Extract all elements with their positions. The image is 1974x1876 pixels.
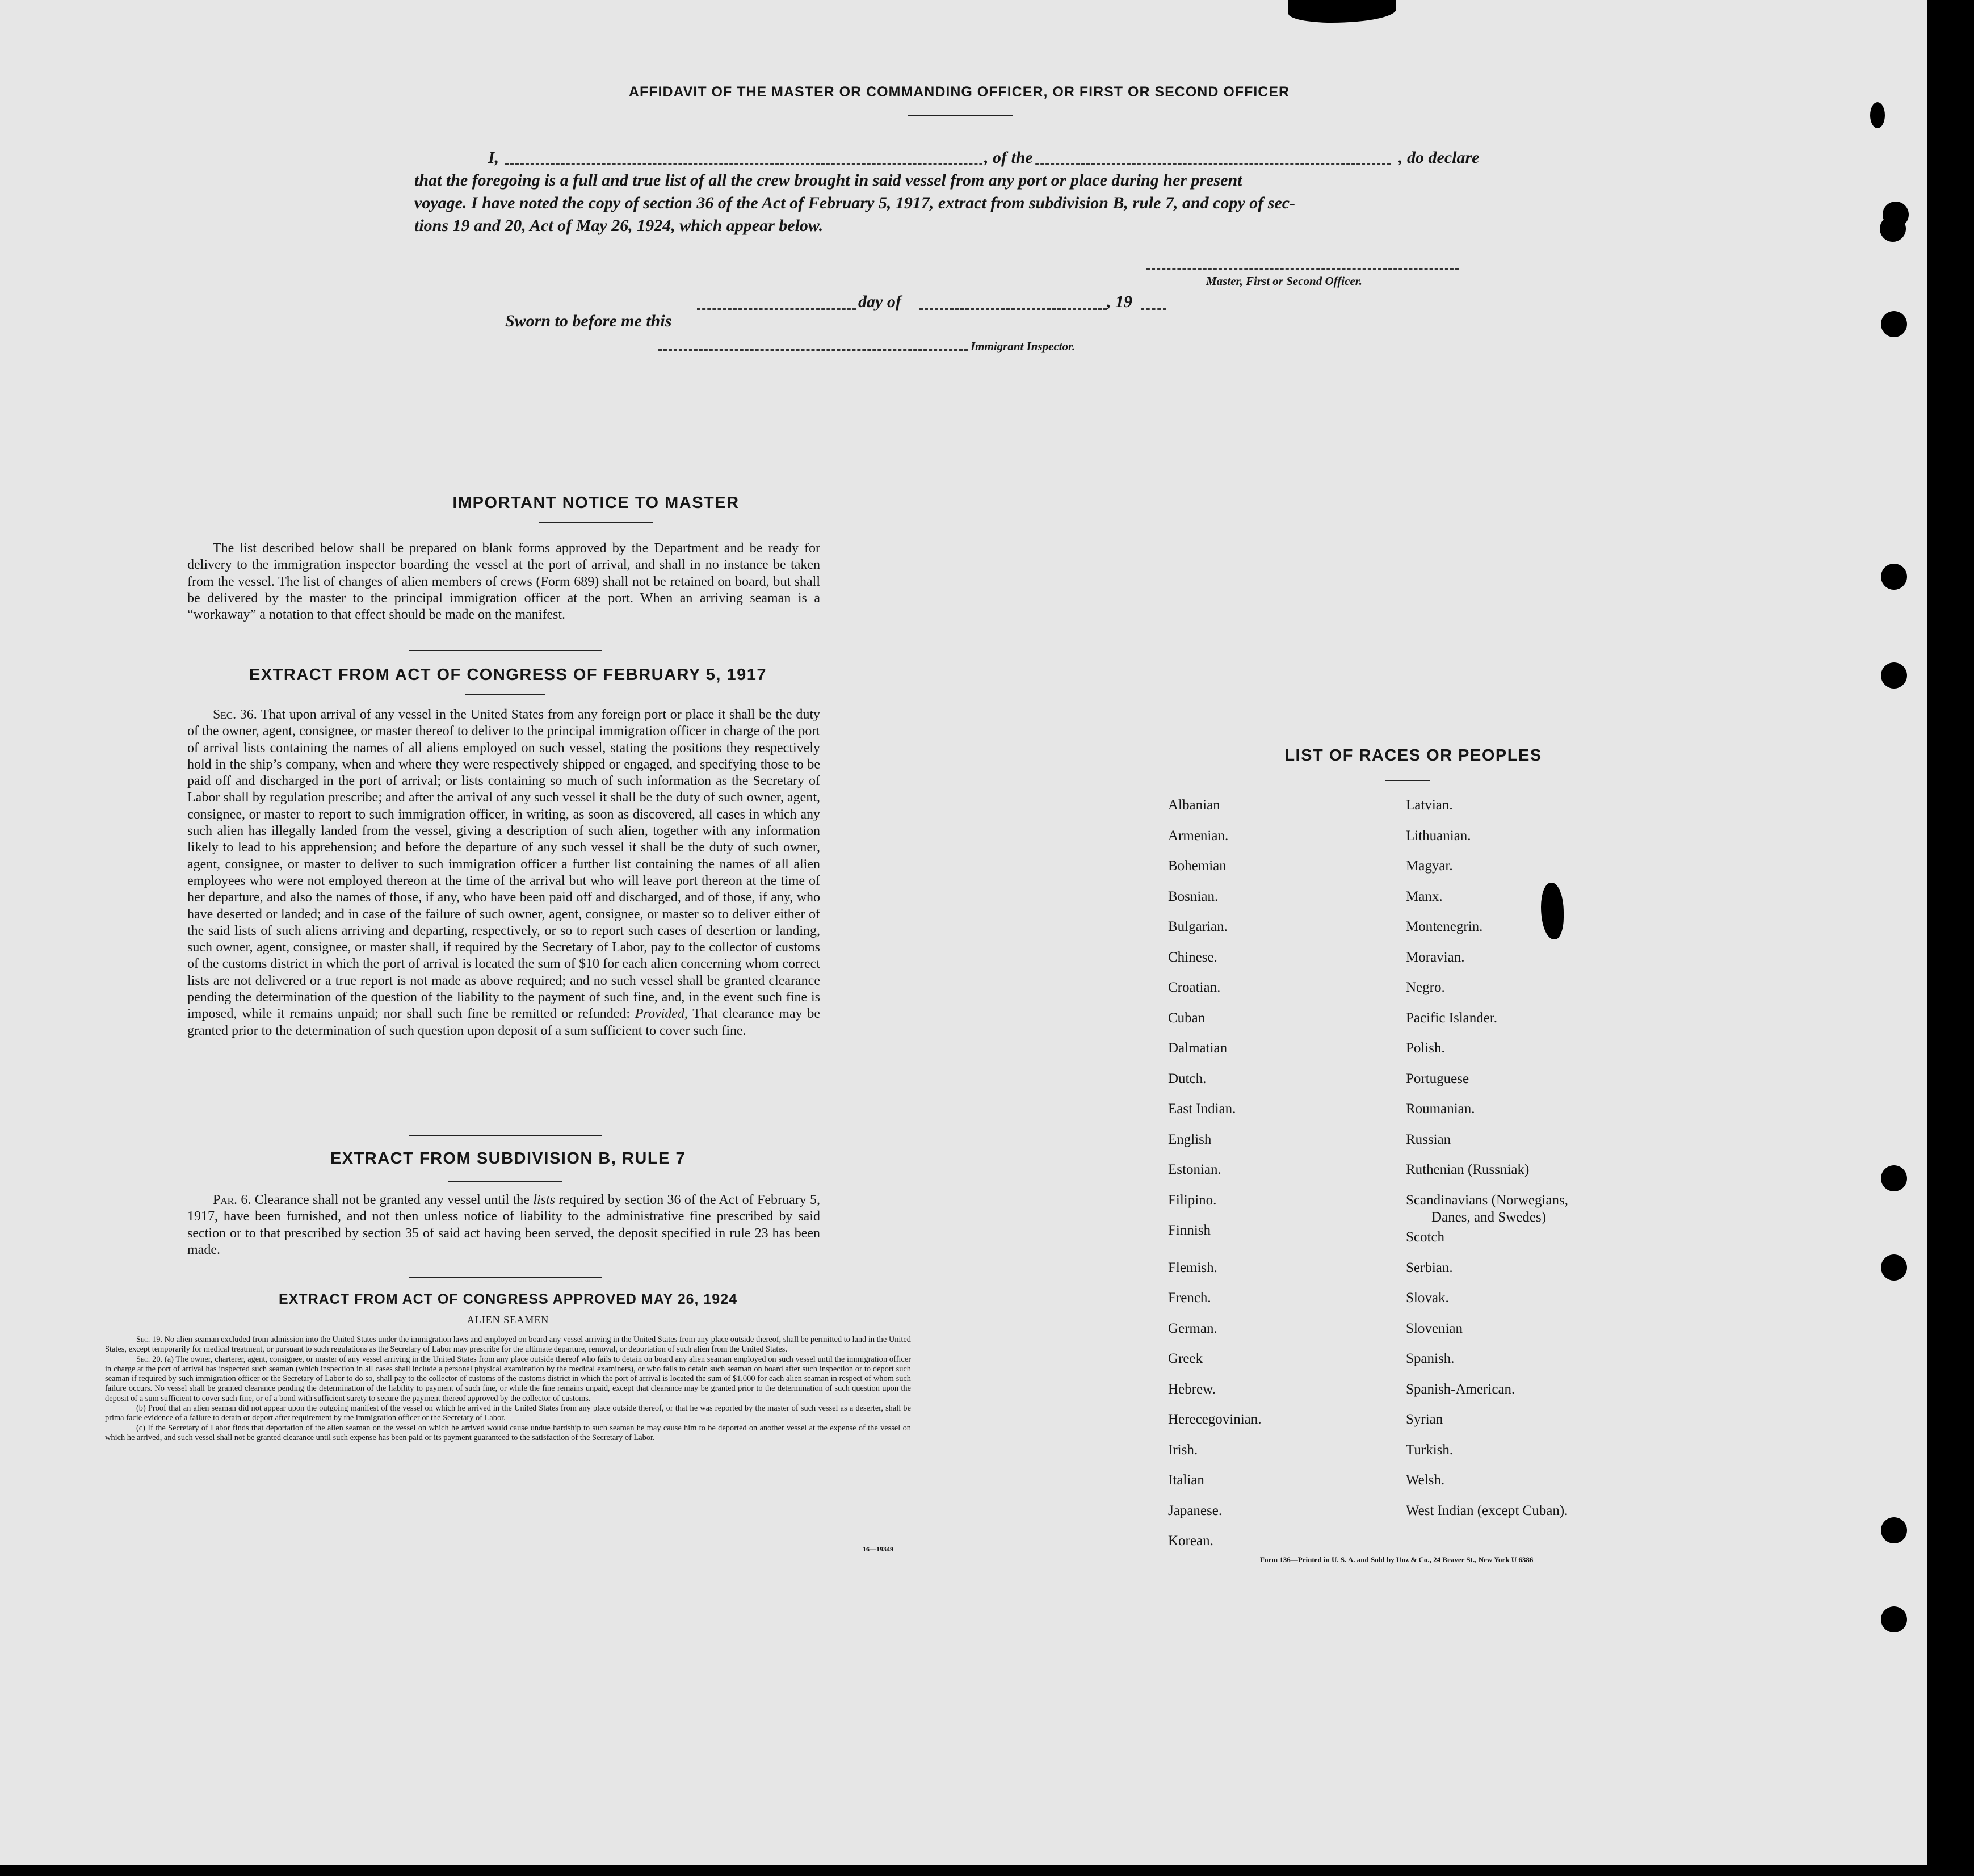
- race-item-right: Russian: [1406, 1131, 1451, 1147]
- race-item-right: Serbian.: [1406, 1260, 1453, 1275]
- race-item-right: West Indian (except Cuban).: [1406, 1503, 1568, 1518]
- scan-artifact: [1288, 0, 1396, 23]
- section-20c-body: (c) If the Secretary of Labor finds that deportation of the alien seaman on the vessel on which he arrived would cause undue hardship to such seaman he may cause him to be deported on another vessel at the expense of the vessel on which he arrived, and such vessel shall not be granted clearance until such expense has been paid or its payment guaranteed to the satisfaction of the Secretary of Labor.: [105, 1423, 911, 1442]
- race-item-right: Ruthenian (Russniak): [1406, 1162, 1530, 1177]
- section-20-label: Sec. 20.: [136, 1354, 163, 1364]
- race-item-left: Italian: [1168, 1472, 1204, 1488]
- sworn-day-of: day of: [858, 292, 901, 311]
- race-item-right: Turkish.: [1406, 1442, 1454, 1458]
- extract-1924-text: [105, 1335, 911, 1443]
- ink-blot: [1541, 883, 1564, 939]
- race-item-right: Spanish.: [1406, 1351, 1455, 1366]
- race-item-right: Syrian: [1406, 1412, 1443, 1427]
- race-item-left: Bulgarian.: [1168, 919, 1228, 934]
- race-item-left: Flemish.: [1168, 1260, 1217, 1275]
- par-6-body-b: required by section 36 of the Act of February 5, 1917, have been furnished, and not then unless notice of liability to the administrative fine prescribed by said section or to that prescribed by section 35 of said act having been served, the deposit specified in rule 23 has been made.: [187, 1193, 821, 1257]
- par-6-label: Par. 6.: [213, 1193, 251, 1207]
- race-item-right: Slovenian: [1406, 1320, 1463, 1336]
- race-item-left: Japanese.: [1168, 1503, 1223, 1518]
- extract-1917-title: EXTRACT FROM ACT OF CONGRESS OF FEBRUARY 5, 1917: [249, 666, 767, 684]
- affidavit-do-declare: , do declare: [1396, 146, 1481, 169]
- sworn-month-field[interactable]: [919, 308, 1107, 310]
- affidavit-line-1: [414, 146, 1490, 169]
- sworn-date-field[interactable]: [697, 308, 856, 310]
- race-item-left: Herecegovinian.: [1168, 1412, 1262, 1427]
- sworn-prefix: Sworn to before me this: [505, 312, 672, 330]
- extract-1917-divider: [409, 1135, 602, 1136]
- race-item-right: Polish.: [1406, 1040, 1445, 1056]
- race-item-left: French.: [1168, 1290, 1211, 1306]
- par-6-text: [187, 1192, 820, 1258]
- race-item-left: Albanian: [1168, 798, 1220, 813]
- race-item-right: Montenegrin.: [1406, 919, 1483, 934]
- punch-hole: [1881, 662, 1907, 689]
- punch-hole: [1881, 1254, 1907, 1281]
- notice-title: IMPORTANT NOTICE TO MASTER: [452, 494, 740, 512]
- race-item-right: Portuguese: [1406, 1071, 1469, 1086]
- race-item-left: Armenian.: [1168, 828, 1229, 843]
- race-item-right: Scandinavians (Norwegians,: [1406, 1192, 1569, 1208]
- race-item-left: Dutch.: [1168, 1071, 1207, 1086]
- inspector-signature-field[interactable]: [658, 349, 968, 351]
- race-item-right: Negro.: [1406, 980, 1445, 995]
- punch-hole: [1881, 1165, 1907, 1191]
- affidavit-line-3: voyage. I have noted the copy of section 36 of the Act of February 5, 1917, extract from subdivision B, rule 7, and copy of sec-: [414, 194, 1296, 212]
- race-item-left: Filipino.: [1168, 1192, 1217, 1208]
- par-6-body-a: Clearance shall not be granted any vessel until the: [254, 1193, 530, 1207]
- race-item-left: Greek: [1168, 1351, 1203, 1366]
- race-item-left: Finnish: [1168, 1223, 1211, 1238]
- section-36-label: Sec. 36.: [213, 707, 257, 722]
- subdivision-b-title: EXTRACT FROM SUBDIVISION B, RULE 7: [330, 1149, 686, 1168]
- race-item-left: Hebrew.: [1168, 1381, 1216, 1397]
- section-36-text: [187, 707, 820, 1039]
- section-36-body: That upon arrival of any vessel in the United States from any foreign port or place it shall be the duty of the owner, agent, consignee, or master thereof to deliver to the principal immigration officer in charge of the port of arrival lists containing the names of all aliens employed on such vessel, stating the positions they respectively hold in the ship’s company, when and where they were respectively shipped or engaged, and specifying those to be paid off and discharged in the port of arrival; or lists containing so much of such information as the Secretary of Labor shall by regulation prescribe; and after the arrival of any such vessel it shall be the duty of such owner, agent, consignee, or master to report to such immigration officer, in writing, as soon as discovered, all cases in which any such alien has illegally landed from the vessel, giving a description of such alien, together with any information likely to lead to his apprehension; and before the departure of any such vessel it shall be the duty of such owner, agent, consignee, or master to deliver to such immigration officer a further list containing the names of all alien employees who were not employed thereon at the time of the arrival but who will leave port thereon at the time of her departure, and also the names of those, if any, who have been paid off and discharged, and of those, if any, who have deserted or landed; and in case of the failure of such owner, agent, consignee, or master so to deliver either of the said lists of such aliens arriving and departing, respectively, or so to report such cases of desertion or landing, such owner, agent, consignee, or master shall, if required by the Secretary of Labor, pay to the collector of customs of the customs district in which the port of arrival is located the sum of $10 for each alien concerning whom correct lists are not delivered or a true report is not made as above required; and no such vessel shall be granted clearance pending the determination of the question of the liability to the payment of such fine, and, in the event such fine is imposed, while it remains unpaid; nor shall such fine be remitted or refunded:: [187, 707, 820, 1022]
- race-item-right: Manx.: [1406, 888, 1443, 904]
- extract-1924-code: 16—19349: [863, 1545, 893, 1553]
- race-item-left: English: [1168, 1131, 1212, 1147]
- races-title: LIST OF RACES OR PEOPLES: [1284, 746, 1542, 765]
- form-printer-note: Form 136—Printed in U. S. A. and Sold by Unz & Co., 24 Beaver St., New York U 6386: [1260, 1555, 1534, 1564]
- race-item-right: Pacific Islander.: [1406, 1010, 1498, 1026]
- race-item-right: Latvian.: [1406, 798, 1453, 813]
- notice-paragraph: The list described below shall be prepared on blank forms approved by the Department and be ready for delivery to the immigration inspector boarding the vessel at the port of arrival, and shall in no instance be taken from the vessel. The list of changes of alien members of crews (Form 689) shall not be retained on board, but shall be delivered by the master to the principal immigration officer at the port. When an arriving seaman is a “workaway” a notation to that effect should be made on the manifest.: [187, 541, 820, 623]
- provided-text: That clearance may be granted prior to the determination of such question upon deposit of a sum sufficient to cover such fine.: [187, 1006, 820, 1038]
- punch-hole: [1881, 564, 1907, 590]
- race-item-right: Danes, and Swedes): [1431, 1209, 1547, 1225]
- punch-hole: [1881, 311, 1907, 337]
- master-signature-caption: Master, First or Second Officer.: [1206, 274, 1362, 288]
- race-item-left: Chinese.: [1168, 949, 1217, 965]
- race-item-left: Irish.: [1168, 1442, 1198, 1458]
- race-item-left: Korean.: [1168, 1533, 1213, 1548]
- affidavit-i: I,: [488, 148, 499, 167]
- race-item-right: Welsh.: [1406, 1472, 1445, 1488]
- race-item-right: Roumanian.: [1406, 1101, 1475, 1117]
- alien-seamen-subtitle: ALIEN SEAMEN: [467, 1314, 549, 1325]
- races-title-rule: [1385, 780, 1430, 781]
- edge-mark: [1870, 102, 1885, 128]
- punch-hole: [1881, 1606, 1907, 1632]
- notice-text: [187, 540, 820, 623]
- race-item-left: Bohemian: [1168, 858, 1227, 874]
- affidavit-line-2: that the foregoing is a full and true list of all the crew brought in said vessel from any port or place during her present: [414, 171, 1242, 190]
- notice-title-rule: [539, 522, 653, 523]
- punch-hole: [1881, 1517, 1907, 1543]
- race-item-left: Cuban: [1168, 1010, 1206, 1026]
- section-19-label: Sec. 19.: [136, 1335, 162, 1344]
- lists-word: lists: [533, 1193, 556, 1207]
- inspector-caption: Immigrant Inspector.: [971, 339, 1076, 353]
- section-20a-body: (a) The owner, charterer, agent, consignee, or master of any vessel arriving in the United States from any place outside thereof who fails to detain on board any alien seaman employed on such vessel until the immigration officer in charge at the port of arrival has inspected such seaman (which inspection in all cases shall include a personal physical examination by the medical examiners), or who fails to detain such seaman on board after such inspection or to deport such seaman if required by such immigration officer or the Secretary of Labor to do so, shall pay to the collector of customs of the customs district in which the port of arrival is located the sum of $1,000 for each alien seaman in respect of whom such failure occurs. No vessel shall be granted clearance pending the determination of the liability to payment of such fine, or while the fine remains unpaid, except that clearance may be granted prior to the determination of such question upon the deposit of a sum sufficient to cover such fine, or of a bond with sufficient surety to secure the payment thereof approved by the collector of customs.: [105, 1354, 911, 1403]
- sworn-year-field[interactable]: [1141, 308, 1166, 310]
- notice-divider: [409, 650, 602, 651]
- race-item-right: Scotch: [1406, 1229, 1445, 1245]
- race-item-right: Magyar.: [1406, 858, 1453, 874]
- section-19-body: No alien seaman excluded from admission into the United States under the immigration laws and employed on board any vessel arriving in the United States from any place outside thereof, shall be permitted to land in the United States, except temporarily for medical treatment, or pursuant to such regulations as the Secretary of Labor may prescribe for the ultimate departure, removal, or deportation of such alien from the United States.: [105, 1335, 911, 1354]
- section-20b-body: (b) Proof that an alien seaman did not appear upon the outgoing manifest of the vessel on which he arrived in the United States from any place outside thereof, or that he was reported by the master of such vessel as a deserter, shall be prima facie evidence of a failure to detain or deport after requirement by the immigration officer or the Secretary of Labor.: [105, 1404, 911, 1423]
- extract-1917-rule: [465, 694, 545, 695]
- affidavit-title-rule: [908, 115, 1013, 116]
- affidavit-text: [414, 146, 1490, 237]
- subdivision-b-rule: [448, 1181, 562, 1182]
- race-item-left: Dalmatian: [1168, 1040, 1228, 1056]
- race-item-right: Moravian.: [1406, 949, 1465, 965]
- provided-label: Provided,: [635, 1006, 688, 1022]
- race-item-left: East Indian.: [1168, 1101, 1236, 1117]
- affidavit-line-4: tions 19 and 20, Act of May 26, 1924, which appear below.: [414, 216, 824, 235]
- race-item-left: Bosnian.: [1168, 888, 1219, 904]
- race-item-left: German.: [1168, 1320, 1217, 1336]
- punch-hole: [1880, 216, 1906, 242]
- master-signature-field[interactable]: [1146, 268, 1459, 270]
- affidavit-of-the: , of the: [982, 146, 1035, 169]
- race-item-right: Spanish-American.: [1406, 1381, 1515, 1397]
- declarant-name-field[interactable]: [505, 163, 1391, 165]
- affidavit-title: AFFIDAVIT OF THE MASTER OR COMMANDING OFFICER, OR FIRST OR SECOND OFFICER: [628, 84, 1290, 100]
- sworn-line: [488, 292, 671, 350]
- subdivision-b-divider: [409, 1277, 602, 1278]
- extract-1924-title: EXTRACT FROM ACT OF CONGRESS APPROVED MAY 26, 1924: [278, 1291, 738, 1307]
- sworn-year: , 19: [1107, 292, 1132, 311]
- race-item-right: Slovak.: [1406, 1290, 1449, 1306]
- race-item-left: Croatian.: [1168, 980, 1221, 995]
- race-item-left: Estonian.: [1168, 1162, 1221, 1177]
- race-item-right: Lithuanian.: [1406, 828, 1471, 843]
